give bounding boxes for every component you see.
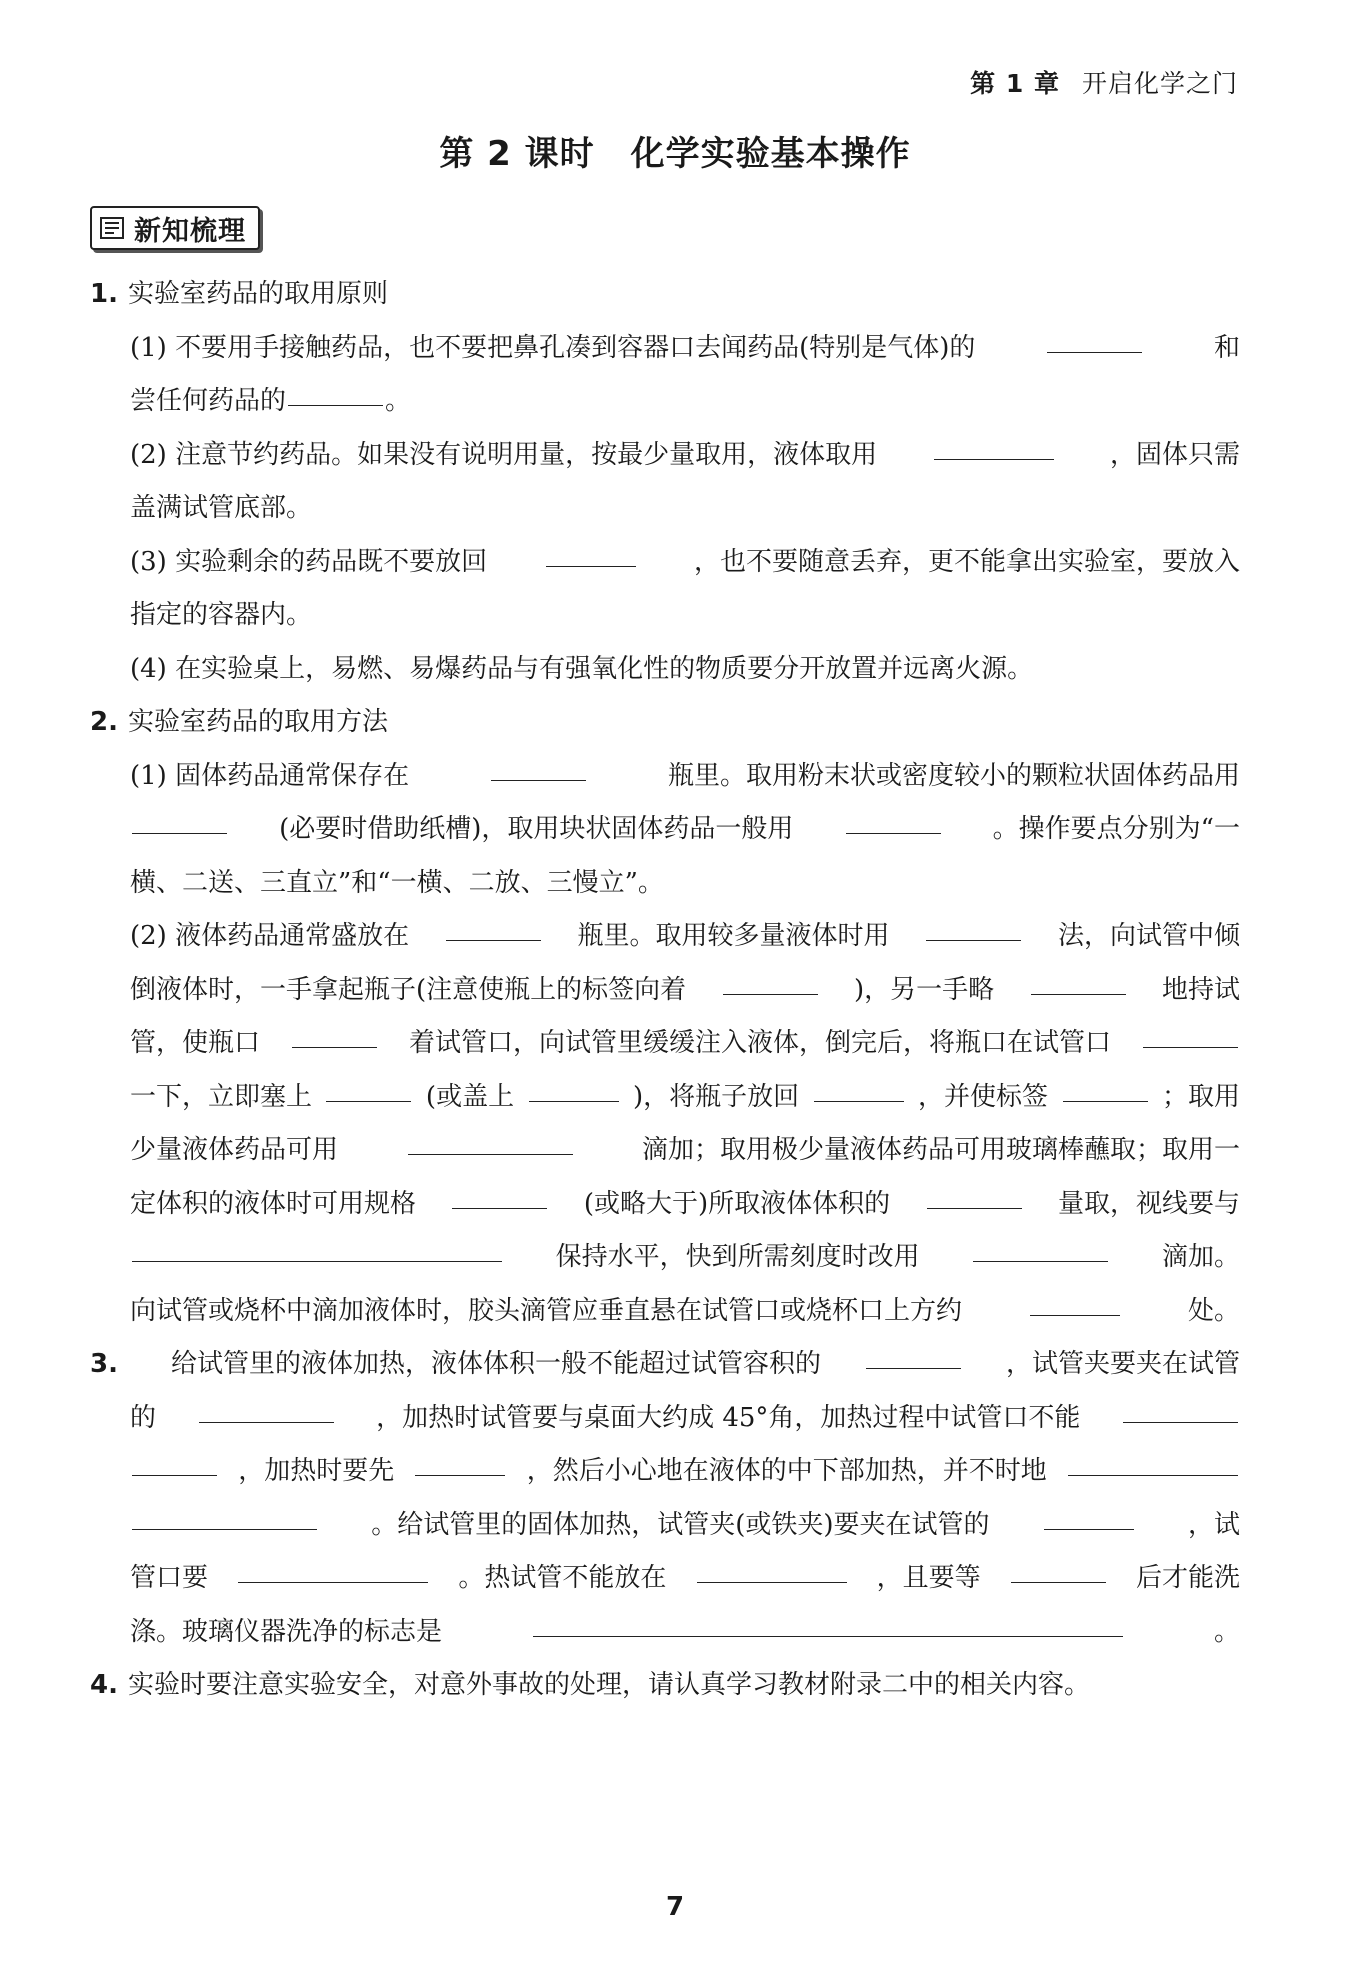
text-line [90,1338,1240,1392]
text-segment: 地持试 [1161,974,1240,1005]
text-segment: (2) 注意节约药品。如果没有说明用量，按最少量取用，液体取用 [130,439,878,470]
text-line [90,429,1240,483]
text-segment: 着试管口，向试管里缓缓注入液体，倒完后，将瓶口在试管口 [408,1028,1111,1058]
text-segment: ，试 [1187,1509,1240,1540]
text-segment: ，也不要随意丢弃，更不能拿出实验室，要放入 [693,546,1240,577]
answer-blank[interactable] [1030,1285,1120,1316]
text-segment: 定体积的液体时可用规格 [130,1188,417,1219]
answer-blank[interactable] [1047,322,1142,353]
text-line [90,1499,1240,1553]
text-line [90,910,1240,964]
text-segment: (或略大于)所取液体体积的 [583,1188,891,1219]
answer-blank[interactable] [1068,1445,1238,1476]
text-segment: 尝任何药品的 [130,386,287,416]
text-segment: 瓶里。取用较多量液体时用 [577,921,890,951]
text-segment: 一下，立即塞上 [130,1081,313,1112]
answer-blank[interactable] [934,429,1054,460]
text-segment: ，试管夹要夹在试管 [1005,1349,1240,1379]
text-segment: ，且要等 [876,1563,981,1593]
text-line [90,482,1240,536]
question-text: 实验室药品的取用原则 [127,279,388,309]
text-line [90,750,1240,804]
text-segment: 盖满试管底部。 [130,493,313,523]
text-segment: (1) 不要用手接触药品，也不要把鼻孔凑到容器口去闻药品(特别是气体)的 [130,332,976,363]
content-body [90,268,1240,1713]
text-segment: 横、二送、三直立”和“一横、二放、三慢立”。 [130,867,664,898]
text-segment: 指定的容器内。 [130,600,313,630]
page-number: 7 [665,1892,685,1922]
text-segment: (必要时借助纸槽)，取用块状固体药品一般用 [279,814,794,844]
text-segment: ，固体只需 [1109,439,1240,470]
text-line [90,536,1240,590]
answer-blank[interactable] [973,1231,1108,1262]
text-segment: (3) 实验剩余的药品既不要放回 [130,546,488,577]
text-line [90,1659,1240,1713]
answer-blank[interactable] [1063,1071,1148,1102]
answer-blank[interactable] [1143,1017,1238,1048]
text-segment: 的 [130,1402,157,1433]
text-line [90,857,1240,911]
answer-blank[interactable] [446,910,541,941]
answer-blank[interactable] [132,1231,502,1262]
text-segment: 保持水平，快到所需刻度时改用 [555,1242,920,1272]
question-number: 4. [90,1670,118,1700]
text-segment: 。 [385,386,412,416]
answer-blank[interactable] [132,1445,217,1476]
answer-blank[interactable] [132,803,227,834]
answer-blank[interactable] [1044,1499,1134,1530]
text-segment: 给试管里的液体加热，液体体积一般不能超过试管容积的 [170,1349,821,1379]
text-segment: 后才能洗 [1135,1563,1240,1593]
text-segment: 倒液体时，一手拿起瓶子(注意使瓶上的标签向着 [130,974,687,1005]
answer-blank[interactable] [238,1552,428,1583]
text-line [90,696,1240,750]
text-segment: )，将瓶子放回 [632,1081,800,1112]
answer-blank[interactable] [326,1071,411,1102]
text-line [90,589,1240,643]
text-segment: 向试管或烧杯中滴加液体时，胶头滴管应垂直悬在试管口或烧杯口上方约 [130,1295,963,1326]
answer-blank[interactable] [1031,964,1126,995]
text-line [90,643,1240,697]
text-segment: ，然后小心地在液体的中下部加热，并不时地 [526,1456,1047,1486]
text-line [90,1606,1240,1660]
text-line [90,1231,1240,1285]
text-segment: ；取用 [1161,1081,1240,1112]
answer-blank[interactable] [415,1445,505,1476]
text-segment: (1) 固体药品通常保存在 [130,760,410,791]
answer-blank[interactable] [533,1606,1123,1637]
text-line [90,1552,1240,1606]
text-line [90,322,1240,376]
text-line [90,1445,1240,1499]
answer-blank[interactable] [408,1124,573,1155]
text-segment: 和 [1213,332,1240,363]
text-segment: 法，向试管中倾 [1057,921,1240,951]
answer-blank[interactable] [697,1552,847,1583]
text-line [90,268,1240,322]
text-segment: 管，使瓶口 [130,1028,261,1058]
text-segment: 涤。玻璃仪器洗净的标志是 [130,1616,443,1647]
lesson-label: 第 2 课时 [439,134,595,174]
answer-blank[interactable] [814,1071,904,1102]
text-segment: 。给试管里的固体加热，试管夹(或铁夹)要夹在试管的 [371,1509,990,1540]
text-line [90,1178,1240,1232]
text-segment: )，另一手略 [853,974,995,1005]
text-segment: 量取，视线要与 [1057,1188,1240,1219]
answer-blank[interactable] [491,750,586,781]
text-segment: 。 [1213,1616,1240,1647]
text-segment: ，加热时试管要与桌面大约成 45°角，加热过程中试管口不能 [376,1402,1081,1433]
text-segment: (2) 液体药品通常盛放在 [130,921,410,951]
answer-blank[interactable] [529,1071,619,1102]
answer-blank[interactable] [866,1338,961,1369]
question-number: 1. [90,279,118,309]
text-segment: ，并使标签 [918,1081,1049,1112]
book-icon [100,217,124,239]
question-number: 3. [90,1349,118,1379]
answer-blank[interactable] [452,1178,547,1209]
text-line [90,1392,1240,1446]
text-line [90,803,1240,857]
text-line [90,1285,1240,1339]
answer-blank[interactable] [292,1017,377,1048]
question-number: 2. [90,707,118,737]
question-text: 实验室药品的取用方法 [127,707,388,737]
answer-blank[interactable] [288,375,383,406]
text-segment: 。操作要点分别为“一 [992,814,1240,844]
text-segment: 滴加。 [1161,1242,1240,1272]
text-segment: 少量液体药品可用 [130,1135,339,1165]
text-line [90,964,1240,1018]
answer-blank[interactable] [132,1499,317,1530]
section-badge [90,206,260,250]
text-line [90,375,1240,429]
text-segment: (或盖上 [425,1081,515,1112]
answer-blank[interactable] [723,964,818,995]
text-segment: (4) 在实验桌上，易燃、易爆药品与有强氧化性的物质要分开放置并远离火源。 [130,653,1034,684]
page-title [0,126,1350,175]
text-segment: 处。 [1187,1295,1240,1326]
section-label: 新知梳理 [134,215,246,247]
chapter-number: 第 1 章 [970,69,1060,98]
answer-blank[interactable] [546,536,636,567]
text-line [90,1017,1240,1071]
question-text: 实验时要注意实验安全，对意外事故的处理，请认真学习教材附录二中的相关内容。 [127,1670,1090,1700]
answer-blank[interactable] [846,803,941,834]
answer-blank[interactable] [1011,1552,1106,1583]
answer-blank[interactable] [199,1392,334,1423]
text-line [90,1124,1240,1178]
answer-blank[interactable] [926,910,1021,941]
text-segment: 管口要 [130,1563,209,1593]
text-segment: 滴加；取用极少量液体药品可用玻璃棒蘸取；取用一 [641,1135,1240,1165]
text-line [90,1071,1240,1125]
text-segment: 瓶里。取用粉末状或密度较小的颗粒状固体药品用 [667,760,1240,791]
chapter-title: 开启化学之门 [1081,69,1238,98]
lesson-topic: 化学实验基本操作 [630,134,911,174]
answer-blank[interactable] [927,1178,1022,1209]
chapter-header [970,64,1238,100]
text-segment: 。热试管不能放在 [458,1563,667,1593]
answer-blank[interactable] [1123,1392,1238,1423]
text-segment: ，加热时要先 [238,1456,395,1486]
